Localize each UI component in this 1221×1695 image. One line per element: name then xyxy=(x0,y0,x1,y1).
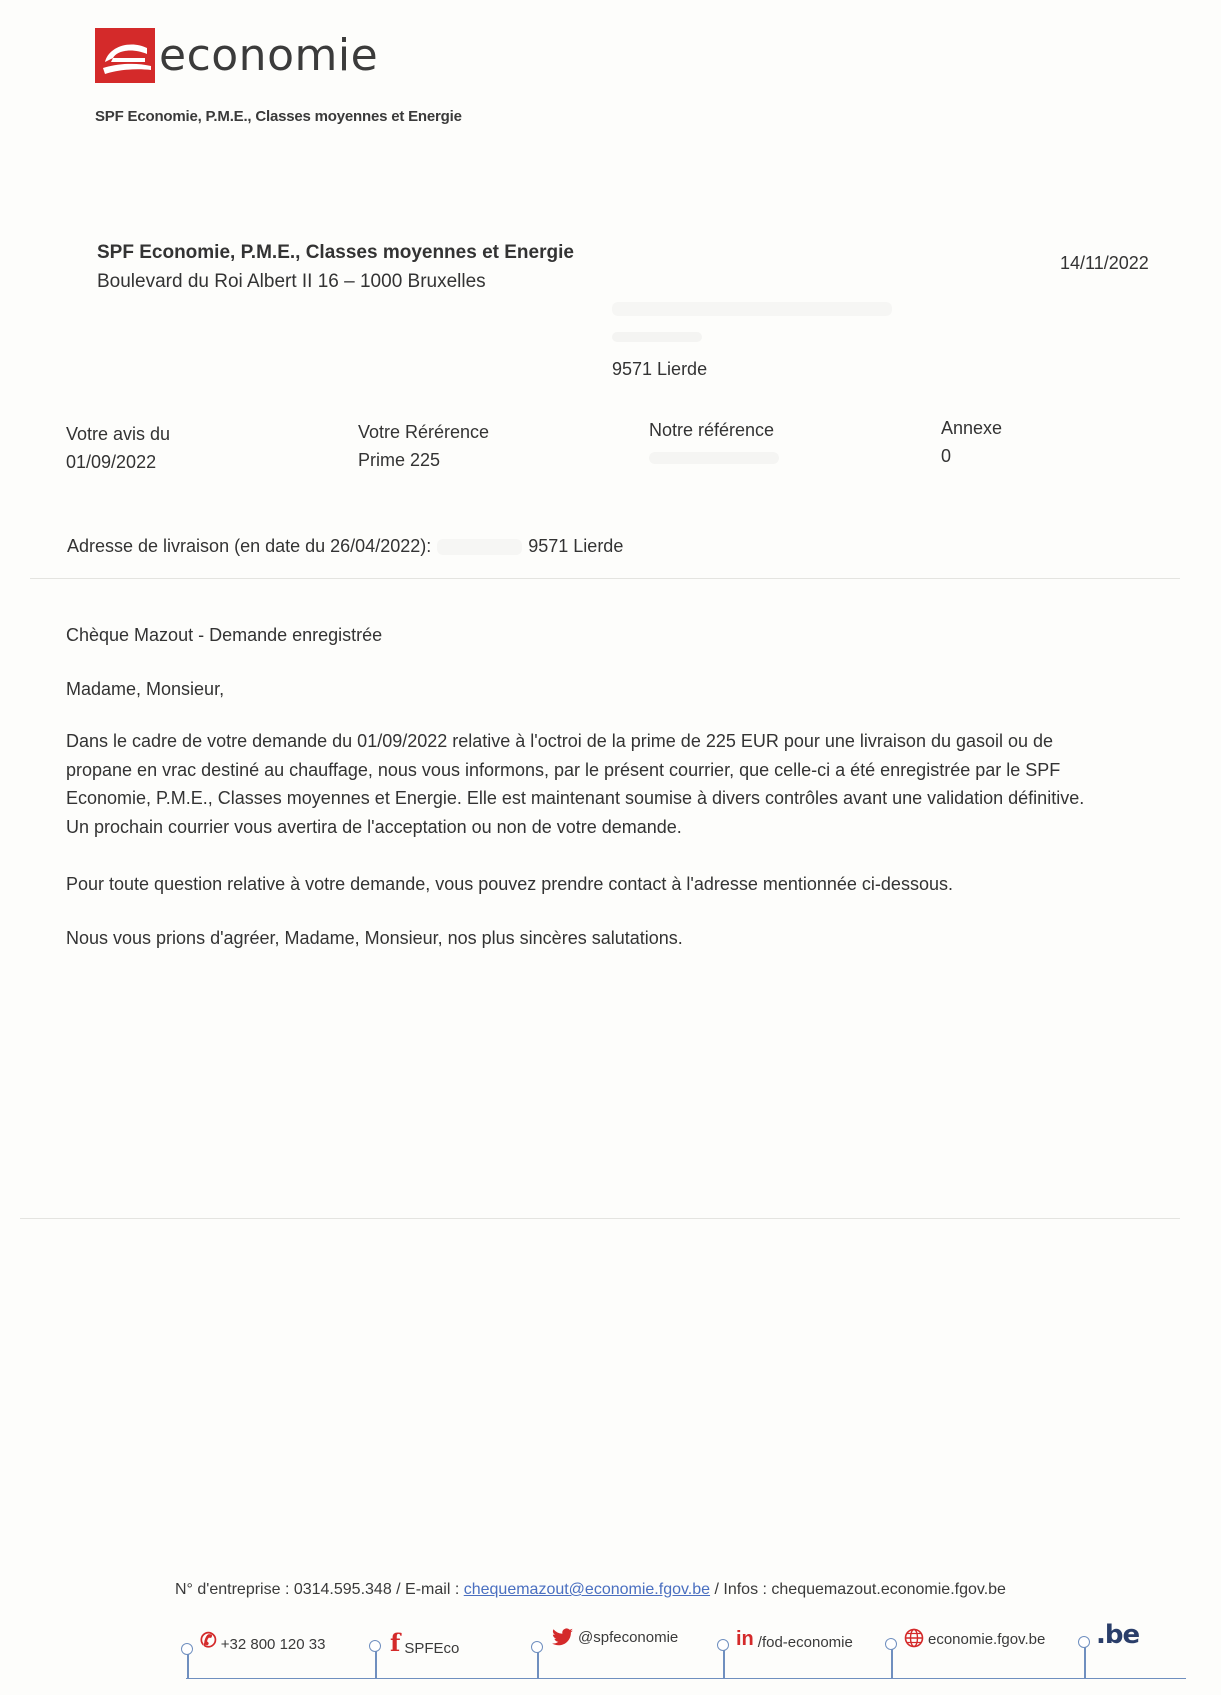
footer-stem xyxy=(723,1650,725,1678)
footer-be-logo xyxy=(1096,1620,1139,1650)
logo-wordmark: economie xyxy=(159,29,379,81)
delivery-city: 9571 Lierde xyxy=(528,536,624,556)
letter-date: 14/11/2022 xyxy=(1060,253,1149,273)
ref-annexe xyxy=(941,414,1002,470)
delivery-redacted-street xyxy=(437,539,522,555)
footer-linkedin-label: /fod-economie xyxy=(757,1634,853,1651)
ref-annexe-value: 0 xyxy=(941,446,952,466)
footer-web-label: economie.fgov.be xyxy=(928,1631,1046,1648)
recipient-city: 9571 Lierde xyxy=(612,359,708,379)
ref-annexe-label: Annexe xyxy=(941,418,1003,438)
footer-phone[interactable] xyxy=(200,1628,325,1653)
recipient-redacted-name xyxy=(612,302,892,316)
paragraph-main xyxy=(66,727,1146,841)
footer-stem xyxy=(187,1654,189,1678)
delivery-address xyxy=(67,536,623,557)
footer-facebook[interactable] xyxy=(390,1628,459,1657)
ref-votre-label: Votre Rérérence xyxy=(358,422,490,442)
footer-linkedin[interactable] xyxy=(736,1628,853,1651)
footer-phone-label: +32 800 120 33 xyxy=(220,1636,326,1653)
paragraph-main-line-1: Dans le cadre de votre demande du 01/09/2022 relative à l'octroi de la prime de 225 EUR pour une livraison du gasoil ou de xyxy=(66,731,1054,751)
sender-name: SPF Economie, P.M.E., Classes moyennes et Energie xyxy=(97,242,574,263)
footer-stem xyxy=(537,1652,539,1678)
ref-notre xyxy=(649,416,779,464)
footer-twitter[interactable] xyxy=(552,1628,678,1646)
paragraph-main-line-2: propane en vrac destiné au chauffage, nous vous informons, par le présent courrier, que celle-ci a été enregistrée par le SPF xyxy=(66,759,1061,780)
twitter-icon xyxy=(552,1628,574,1646)
ref-avis-value: 01/09/2022 xyxy=(66,452,157,472)
economie-logo-icon xyxy=(95,28,155,83)
linkedin-icon: in xyxy=(736,1628,754,1650)
footer-stem xyxy=(891,1649,893,1678)
footer-infos: / Infos : chequemazout.economie.fgov.be xyxy=(710,1581,1006,1598)
footer-info xyxy=(175,1581,1006,1599)
divider-bottom xyxy=(20,1218,1180,1219)
recipient-redacted-street xyxy=(612,332,702,342)
sender-address: Boulevard du Roi Albert II 16 – 1000 Bruxelles xyxy=(97,271,486,292)
facebook-icon: f xyxy=(390,1628,401,1657)
ref-votre-value: Prime 225 xyxy=(358,450,441,470)
footer-enterprise: N° d'entreprise : 0314.595.348 / E-mail : xyxy=(175,1581,464,1598)
footer-contact-line xyxy=(186,1678,1186,1679)
footer-stem xyxy=(375,1651,377,1678)
paragraph-contact: Pour toute question relative à votre demande, vous pouvez prendre contact à l'adresse mentionnée ci-dessous. xyxy=(66,874,953,894)
org-tagline: SPF Economie, P.M.E., Classes moyennes et Energie xyxy=(95,108,462,125)
paragraph-closing: Nous vous prions d'agréer, Madame, Monsieur, nos plus sincères salutations. xyxy=(66,928,683,948)
ref-avis-label: Votre avis du xyxy=(66,424,171,444)
footer-email-link[interactable]: chequemazout@economie.fgov.be xyxy=(463,1581,711,1598)
letter-subject: Chèque Mazout - Demande enregistrée xyxy=(66,625,383,645)
footer-twitter-label: @spfeconomie xyxy=(578,1629,679,1646)
letter-salutation: Madame, Monsieur, xyxy=(66,679,225,699)
ref-notre-label: Notre référence xyxy=(649,420,775,440)
divider-top xyxy=(30,578,1180,579)
footer-facebook-label: SPFEco xyxy=(404,1640,460,1657)
footer-stem xyxy=(1084,1647,1086,1678)
logo xyxy=(95,28,378,83)
ref-notre-redacted xyxy=(649,452,779,464)
phone-icon: ✆ xyxy=(200,1630,217,1652)
ref-votre xyxy=(358,418,489,474)
paragraph-main-line-3: Economie, P.M.E., Classes moyennes et Energie. Elle est maintenant soumise à divers contrôles avant une validation définitive. xyxy=(66,788,1085,808)
footer-web[interactable] xyxy=(904,1628,1045,1648)
ref-avis xyxy=(66,420,170,476)
globe-icon xyxy=(904,1628,924,1648)
be-logo: .be xyxy=(1096,1620,1140,1650)
paragraph-main-line-4: Un prochain courrier vous avertira de l'acceptation ou non de votre demande. xyxy=(66,816,682,837)
delivery-label: Adresse de livraison (en date du 26/04/2022): xyxy=(67,536,432,556)
